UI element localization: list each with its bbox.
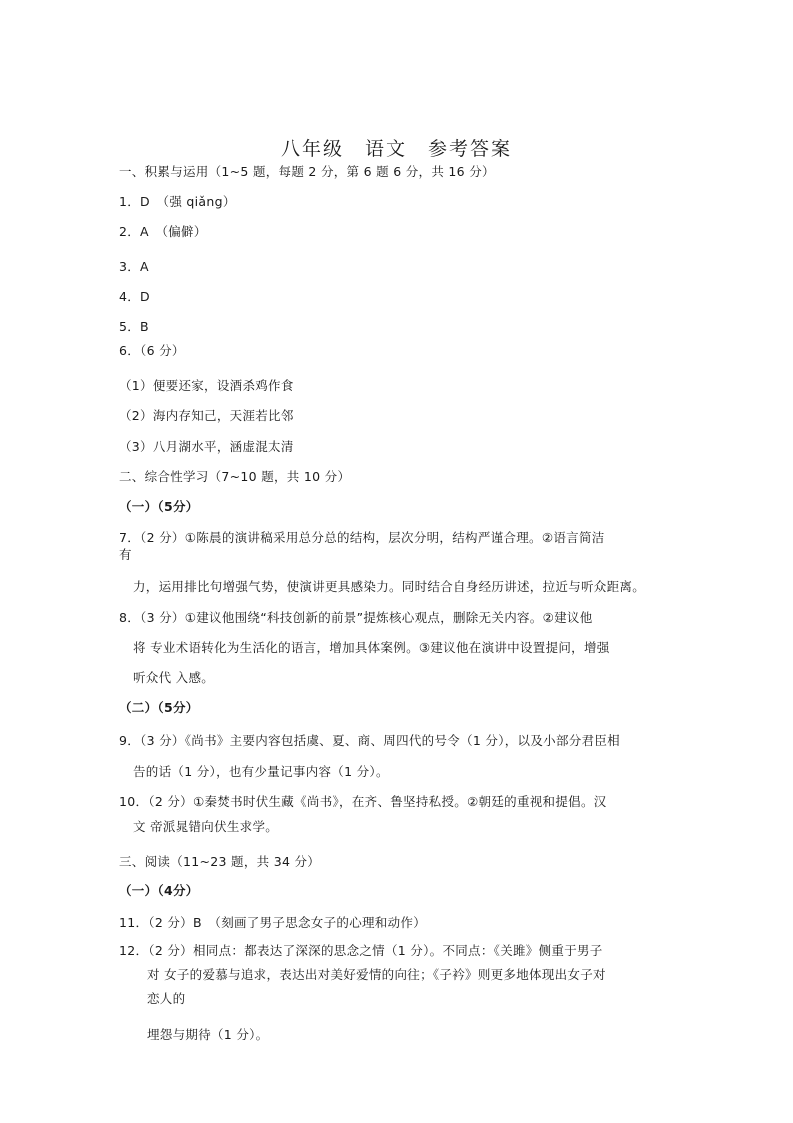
answer-line: 听众代 入感。 (133, 670, 215, 685)
answer-line: 5．B (119, 319, 149, 334)
answer-line: 埋怨与期待（1 分）。 (147, 1027, 269, 1042)
answer-line: 对 女子的爱慕与追求，表达出对美好爱情的向往；《子衿》则更多地体现出女子对 (147, 967, 606, 982)
answer-line: 3．A (119, 259, 149, 274)
section-heading: 三、阅读（11~23 题，共 34 分） (119, 854, 321, 869)
answer-line: （3）八月湖水平，涵虚混太清 (119, 439, 294, 454)
subsection-heading: （二）（5分） (119, 700, 199, 715)
answer-line: （2）海内存知己，天涯若比邻 (119, 408, 294, 423)
answer-line: 恋人的 (147, 991, 186, 1006)
answer-line: 4．D (119, 289, 150, 304)
answer-line: 文 帝派晁错向伏生求学。 (133, 819, 279, 834)
answer-line: 8．（3 分）①建议他围绕“科技创新的前景”提炼核心观点，删除无关内容。②建议他 (119, 610, 593, 625)
section-heading: 二、综合性学习（7~10 题，共 10 分） (119, 469, 351, 484)
answer-line: 10．（2 分）①秦焚书时伏生藏《尚书》，在齐、鲁坚持私授。②朝廷的重视和提倡。汉 (119, 794, 607, 809)
answer-line: 1．D （强 qiǎng） (119, 194, 236, 209)
answer-line: 2．A （偏僻） (119, 224, 207, 239)
answer-line: 力，运用排比句增强气势，使演讲更具感染力。同时结合自身经历讲述，拉近与听众距离。 (133, 579, 646, 594)
answer-line: 将 专业术语转化为生活化的语言，增加具体案例。③建议他在演讲中设置提问，增强 (133, 640, 610, 655)
section-heading: 一、积累与运用（1~5 题，每题 2 分，第 6 题 6 分，共 16 分） (119, 164, 495, 179)
subsection-heading: （一）（5分） (119, 499, 199, 514)
subsection-heading: （一）（4分） (119, 883, 199, 898)
answer-line: 告的话（1 分），也有少量记事内容（1 分）。 (133, 764, 389, 779)
answer-line: 11．（2 分）B （刻画了男子思念女子的心理和动作） (119, 915, 427, 930)
answer-line: 9．（3 分）《尚书》主要内容包括虞、夏、商、周四代的号令（1 分），以及小部分君臣相 (119, 733, 620, 748)
answer-line: （1）便要还家，设酒杀鸡作食 (119, 378, 294, 393)
answer-line: 12．（2 分）相同点：都表达了深深的思念之情（1 分）。不同点：《关雎》侧重于男子 (119, 943, 603, 958)
answer-line: 7．（2 分）①陈晨的演讲稿采用总分总的结构，层次分明，结构严谨合理。②语言简洁 (119, 530, 605, 545)
answer-line: 6．（6 分） (119, 343, 185, 358)
document-title: 八年级 语文 参考答案 (280, 138, 512, 160)
answer-line: 有 (119, 547, 132, 562)
